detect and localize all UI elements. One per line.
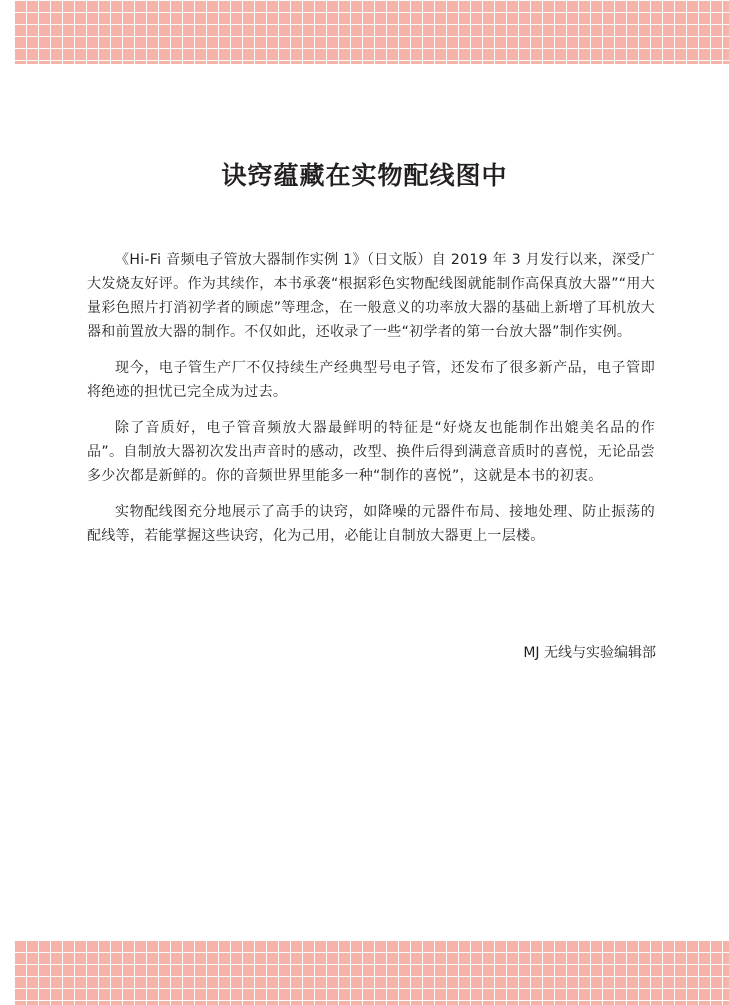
paragraph: 除了音质好，电子管音频放大器最鲜明的特征是“好烧友也能制作出媲美名品的作品”。自制放大器初次发出声音时的感动，改型、换件后得到满意音质时的喜悦，无论品尝多少次都是新鲜的。你的音频世界里能多一种“制作的喜悦”，这就是本书的初衷。 — [87, 420, 655, 484]
grid-band-bottom — [14, 940, 729, 1005]
paragraph: 现今，电子管生产厂不仅持续生产经典型号电子管，还发布了很多新产品，电子管即将绝迹的担忧已完全成为过去。 — [87, 360, 655, 400]
paragraph: 《Hi-Fi 音频电子管放大器制作实例 1》（日文版）自 2019 年 3 月发行以来，深受广大发烧友好评。作为其续作，本书承袭“根据彩色实物配线图就能制作高保真放大器”“用大量彩色照片打消初学者的顾虑”等理念，在一般意义的功率放大器的基础上新增了耳机放大器和前置放大器的制作。不仅如此，还收录了一些“初学者的第一台放大器”制作实例。 — [87, 252, 655, 340]
page-title: 诀窍蕴藏在实物配线图中 — [221, 161, 508, 190]
signature: MJ 无线与实验编辑部 — [523, 645, 656, 661]
paragraph: 实物配线图充分地展示了高手的诀窍，如降噪的元器件布局、接地处理、防止振荡的配线等，若能掌握这些诀窍，化为己用，必能让自制放大器更上一层楼。 — [87, 504, 655, 544]
grid-band-top — [14, 0, 729, 64]
preface-body — [87, 248, 655, 560]
